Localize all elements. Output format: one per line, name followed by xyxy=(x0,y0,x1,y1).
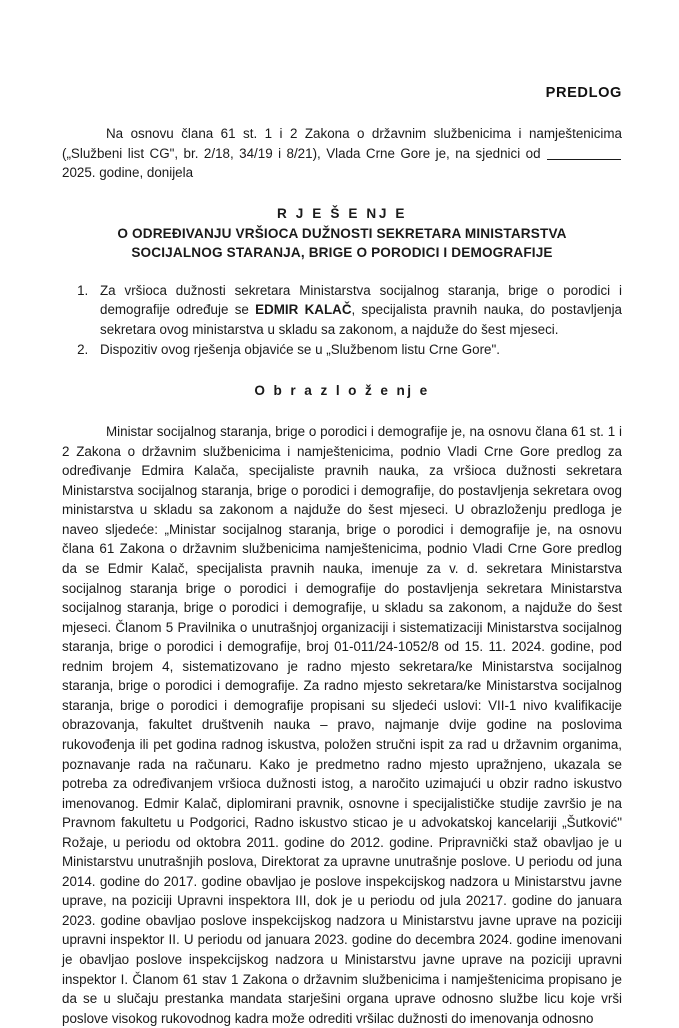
intro-paragraph xyxy=(62,124,622,183)
intro-text-after-blank: 2025. godine, donijela xyxy=(62,165,194,181)
document-content xyxy=(62,0,622,1028)
clause-text-part-1: Za vršioca dužnosti sekretara Ministarstva socijalnog staranja, brige o porodici i demografije određuje se xyxy=(100,282,622,318)
clause-item xyxy=(92,340,622,360)
clause-text-part-2: , specijalista pravnih nauka, do postavljenja sekretara ovog ministarstva u skladu sa zakonom, a najduže do šest mjeseci. xyxy=(100,302,623,338)
document-title-rjesenje: R J E Š E NJ E xyxy=(276,205,408,221)
reasoning-paragraph xyxy=(62,422,622,1028)
document-subtitle-line-1: O ODREĐIVANJU VRŠIOCA DUŽNOSTI SEKRETARA MINISTARSTVA xyxy=(117,225,567,241)
intro-text: Na osnovu člana 61 st. 1 i 2 Zakona o državnim službenicima i namještenicima („Službeni list CG", br. 2/18, 34/19 i 8/21), Vlada Crne Gore je, na sjednici od xyxy=(62,126,622,161)
reasoning-heading: O b r a z l o ž e nj e xyxy=(254,383,430,399)
title-block xyxy=(62,204,622,263)
clause-item xyxy=(92,281,622,340)
document-label: PREDLOG xyxy=(545,85,622,101)
reasoning-body-text: Ministar socijalnog staranja, brige o porodici i demografije je, na osnovu člana 61 st. 1 i 2 Zakona o državnim službenicima i namještenicima, podnio Vladi Crne Gore predlog za određivanje Edmira Kalača, specijaliste pravnih nauka, za vršioca dužnosti sekretara Ministarstva socijalnog staranja, brige o porodici i demografije, do postavljenja sekretara ovog ministarstva u skladu sa zakonom a najduže do šest mjeseci. U obrazloženju predloga je naveo sljedeće: „Ministar socijalnog staranja, brige o porodici i demografije je, na osnovu člana 61 Zakona o državnim službenicima namještenicima, podnio Vladi Crne Gore predlog da se Edmir Kalač, specijalista pravnih nauka, imenuje za v. d. sekretara Ministarstva socijalnog staranja brige o porodici i demografije do postavljenja sekretara Ministarstva socijalnog staranja, brige o porodici i demografije, u skladu sa zakonom, a najduže do šest mjeseci. Članom 5 Pravilnika o unutrašnjoj organizaciji i sistematizaciji Ministarstva socijalnog staranja, brige o porodici i demografije, broj 01-011/24-1052/8 od 15. 11. 2024. godine, pod rednim brojem 4, sistematizovano je radno mjesto sekretara/ke Ministarstva socijalnog staranja, brige o porodici i demografije. Za radno mjesto sekretara/ke Ministarstva socijalnog staranja, brige o porodici i demografije propisani su sljedeći uslovi: VII-1 nivo kvalifikacije obrazovanja, fakultet društvenih nauka – pravo, najmanje dvije godine na poslovima rukovođenja ili pet godina radnog iskustva, položen stručni ispit za rad u državnim organima, poznavanje rada na računaru. Kako je predmetno radno mjesto upražnjeno, ukazala se potreba za određivanjem vršioca dužnosti istog, a naročito uzimajući u obzir radno iskustvo imenovanog. Edmir Kalač, diplomirani pravnik, osnovne i specijalističke studije završio je na Pravnom fakultetu u Podgorici, Radno iskustvo sticao je u advokatskoj kancelariji „Šutković" Rožaje, u periodu od oktobra 2011. godine do 2012. godine. Pripravnički staž obavljao je u Ministarstvu unutrašnjih poslova, Direktorat za upravne unutrašnje poslove. U periodu od juna 2014. godine do 2017. godine obavljao je poslove inspekcijskog nadzora u Ministarstvu javne uprave, na poziciji Upravni inspektora III, dok je u periodu od jula 20217. godine do januara 2023. godine obavljao poslove inspekcijskog nadzora u Ministarstvu javne uprave na poziciji upravni inspektor II. U periodu od januara 2023. godine do decembra 2024. godine imenovani je obavljao poslove inspekcijskog nadzora u Ministarstvu javne uprave na poziciji upravni inspektor I. Članom 61 stav 1 Zakona o državnim službenicima i namještenicima propisano je da se u slučaju prestanka mandata starješini organa uprave odnosno službe licu koje vrši poslove visokog rukovodnog kadra može odrediti vršilac dužnosti do imenovanja odnosno xyxy=(62,424,622,1026)
session-date-blank-field[interactable] xyxy=(547,159,621,160)
clause-text-part-1: Dispozitiv ovog rješenja objaviće se u „Službenom listu Crne Gore". xyxy=(100,341,500,357)
document-subtitle-line-2: SOCIJALNOG STARANJA, BRIGE O PORODICI I DEMOGRAFIJE xyxy=(131,245,553,261)
clauses-list xyxy=(62,281,622,359)
appointee-name: EDMIR KALAČ xyxy=(255,302,352,318)
